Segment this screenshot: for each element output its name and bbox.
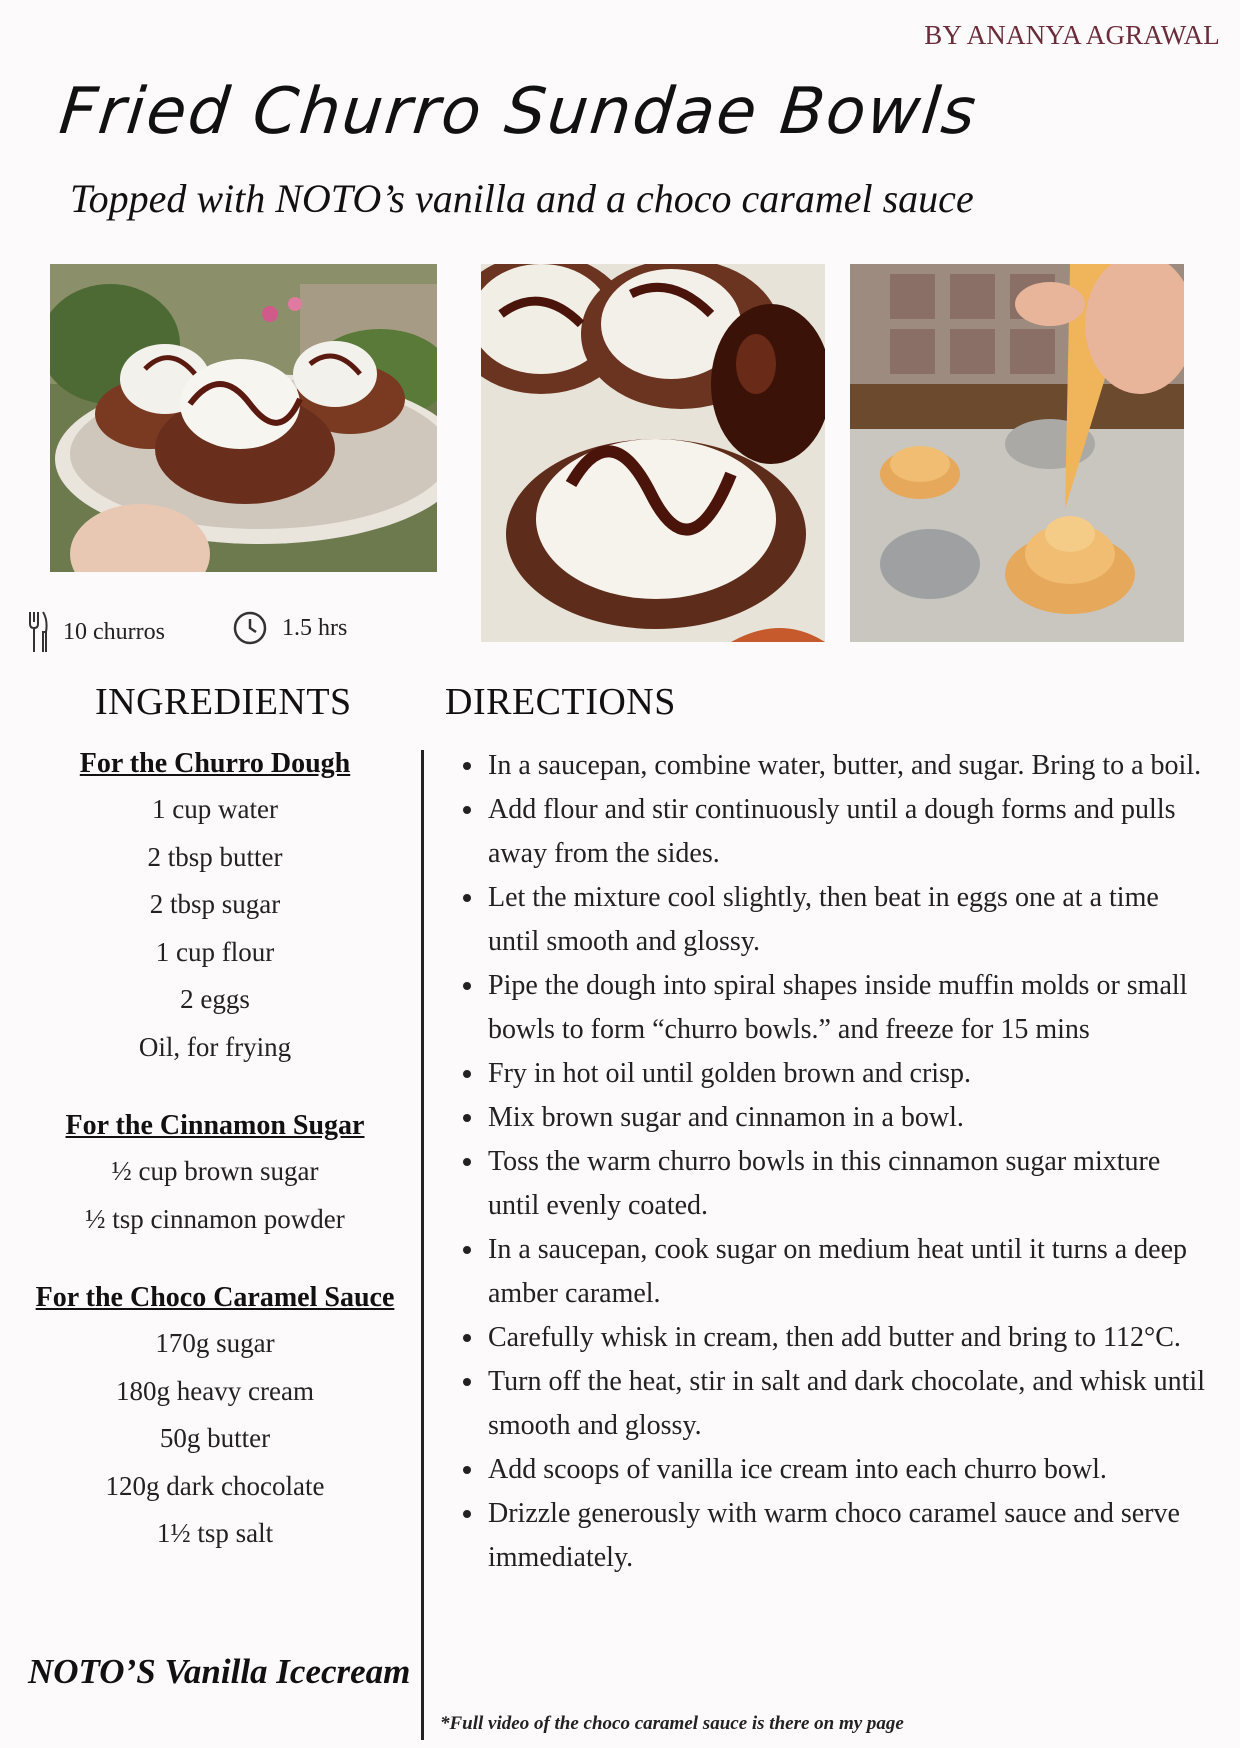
ingredient-group-title: For the Cinnamon Sugar	[65, 1110, 365, 1141]
ingredient-item: Oil, for frying	[138, 1031, 292, 1062]
direction-step: • Turn off the heat, stir in salt and dark chocolate, and whisk until smooth and glossy.	[486, 1360, 1208, 1448]
ingredient-group-cinnamon-sugar	[20, 1110, 410, 1243]
ingredient-item: 50g butter	[159, 1423, 271, 1453]
churro-bowls-plate-photo	[50, 264, 437, 572]
fork-knife-icon	[27, 610, 49, 654]
author-byline: BY ANANYA AGRAWAL	[924, 20, 1220, 50]
ingredient-item: 2 tbsp butter	[147, 841, 283, 872]
noto-vanilla-note: NOTO’S Vanilla Icecream	[28, 1652, 411, 1691]
chocolate-drizzle-photo	[481, 264, 825, 642]
ingredient-item: 120g dark chocolate	[105, 1470, 325, 1501]
ingredient-group-title: For the Churro Dough	[79, 748, 351, 779]
ingredient-item: 2 eggs	[180, 984, 250, 1014]
ingredient-group-title: For the Choco Caramel Sauce	[35, 1282, 395, 1313]
ingredient-item: 2 tbsp sugar	[149, 889, 281, 919]
ingredient-item: 1 cup flour	[155, 936, 275, 967]
servings-text: 10 churros	[63, 618, 165, 645]
direction-step: • Let the mixture cool slightly, then beat in eggs one at a time until smooth and glossy.	[486, 876, 1208, 964]
direction-step: • Carefully whisk in cream, then add butter and bring to 112°C.	[486, 1316, 1208, 1360]
direction-step: • In a saucepan, cook sugar on medium heat until it turns a deep amber caramel.	[486, 1228, 1208, 1316]
direction-step: • Mix brown sugar and cinnamon in a bowl.	[486, 1096, 1208, 1140]
direction-step: • Toss the warm churro bowls in this cinnamon sugar mixture until evenly coated.	[486, 1140, 1208, 1228]
clock-icon	[232, 610, 268, 646]
ingredient-item: 1½ tsp salt	[156, 1518, 274, 1548]
direction-step: • Fry in hot oil until golden brown and crisp.	[486, 1052, 1208, 1096]
servings-info	[27, 610, 165, 654]
time-info	[232, 610, 347, 646]
time-text: 1.5 hrs	[282, 614, 348, 641]
ingredient-group-choco-caramel-sauce	[20, 1282, 410, 1558]
recipe-subtitle: Topped with NOTO’s vanilla and a choco caramel sauce	[70, 176, 974, 221]
video-footnote: *Full video of the choco caramel sauce is there on my page	[440, 1713, 904, 1734]
ingredient-item: ½ cup brown sugar	[111, 1156, 319, 1186]
directions-heading: DIRECTIONS	[445, 681, 676, 723]
column-divider	[421, 750, 424, 1740]
direction-step: • Drizzle generously with warm choco caramel sauce and serve immediately.	[486, 1492, 1208, 1580]
ingredient-item: 170g sugar	[155, 1328, 275, 1358]
direction-step: • Add flour and stir continuously until a dough forms and pulls away from the sides.	[486, 788, 1208, 876]
ingredient-item: ½ tsp cinnamon powder	[85, 1203, 345, 1234]
direction-step: • Pipe the dough into spiral shapes inside muffin molds or small bowls to form “churro bowls.” and freeze for 15 mins	[486, 964, 1208, 1052]
ingredients-list	[20, 748, 410, 1597]
direction-step: • Add scoops of vanilla ice cream into each churro bowl.	[486, 1448, 1208, 1492]
ingredient-item: 180g heavy cream	[116, 1375, 314, 1406]
recipe-title: Fried Churro Sundae Bowls	[56, 75, 981, 149]
piping-dough-photo	[850, 264, 1184, 642]
ingredient-item: 1 cup water	[152, 794, 278, 824]
directions-list	[448, 744, 1208, 1580]
direction-step: • In a saucepan, combine water, butter, and sugar. Bring to a boil.	[486, 744, 1208, 788]
ingredient-group-churro-dough	[20, 748, 410, 1071]
ingredients-heading: INGREDIENTS	[95, 681, 352, 723]
